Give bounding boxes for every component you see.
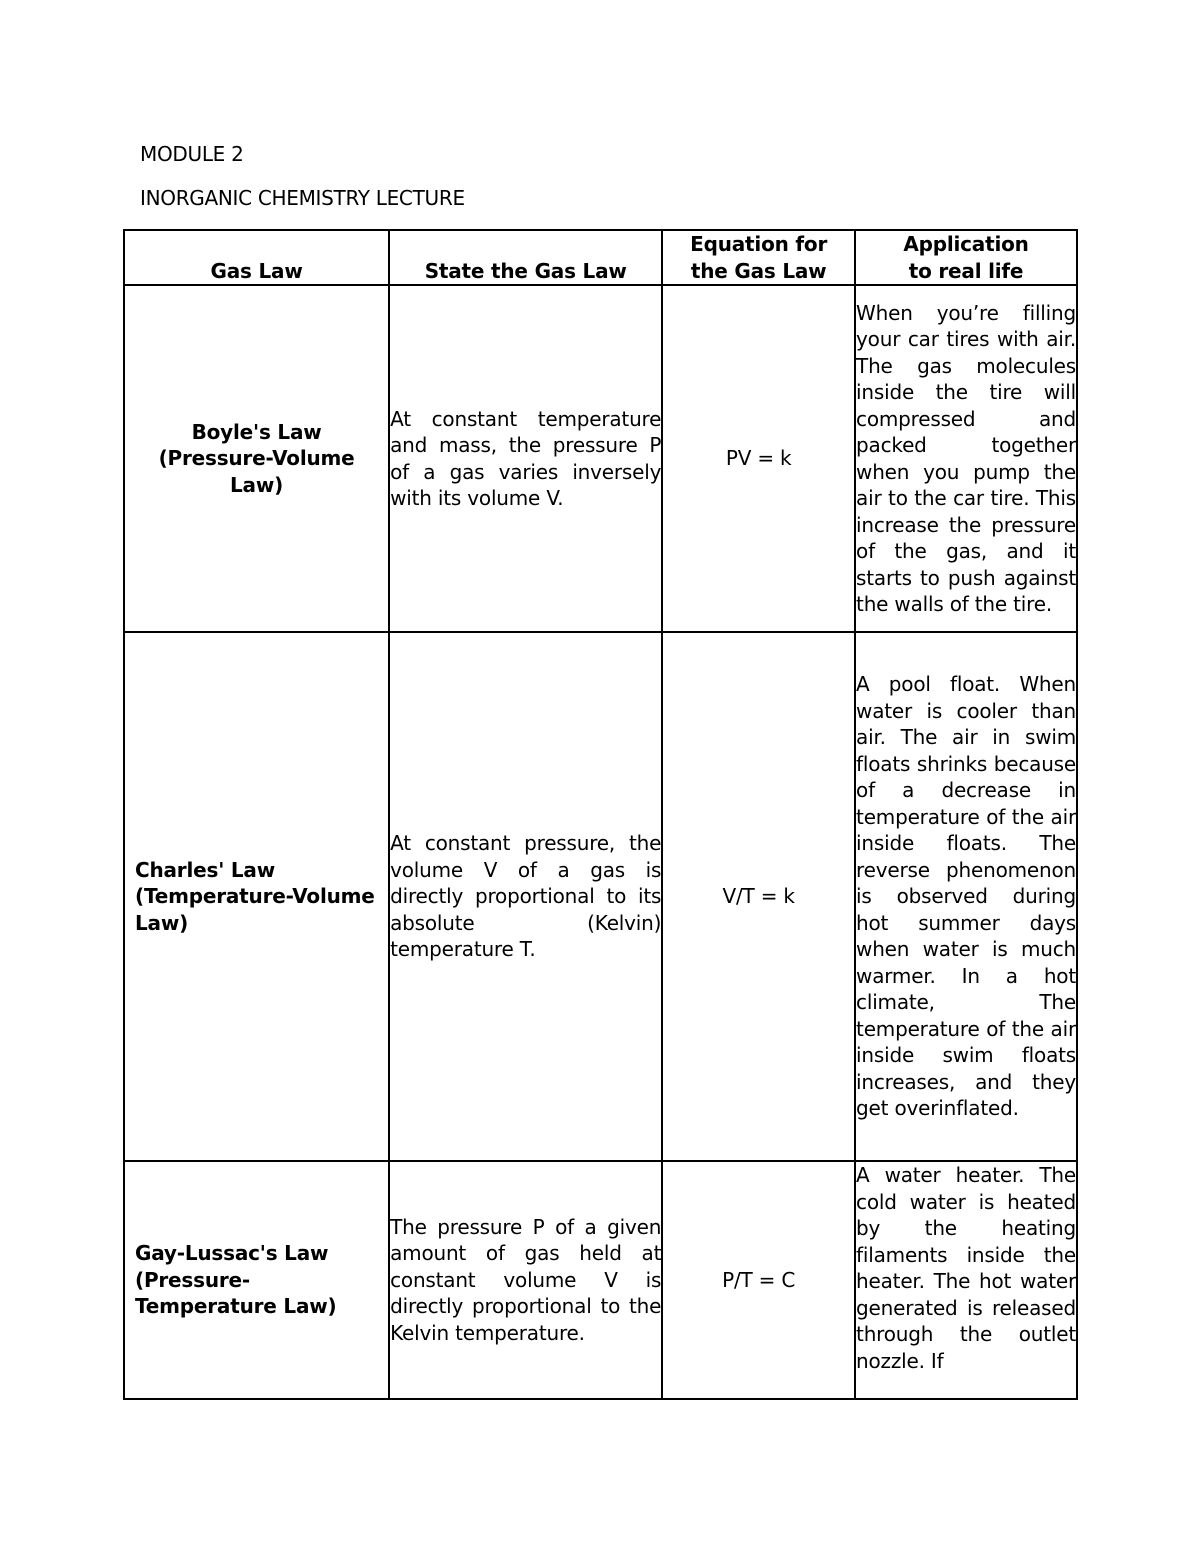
gas-law-name: Boyle's Law xyxy=(191,419,322,444)
gas-law-application: When you’re filling your car tires with air. The gas molecules inside the tire will compressed and packed together when you pump the air to the car tire. This increase the pressure of the gas, and it starts to push against the walls of the tire. xyxy=(855,285,1077,632)
module-heading: MODULE 2 xyxy=(140,142,244,166)
table-row xyxy=(124,1161,1077,1399)
column-header-application-label: Application to real life xyxy=(903,232,1029,283)
table-header-row xyxy=(124,230,1077,285)
column-header-state: State the Gas Law xyxy=(389,230,662,285)
gas-law-subtitle: (Pressure-Temperature Law) xyxy=(135,1267,337,1319)
gas-law-application: A water heater. The cold water is heated by the heating filaments inside the heater. The hot water generated is released through the outlet nozzle. If xyxy=(856,1163,1076,1373)
gas-law-name-cell xyxy=(124,1161,389,1399)
gas-law-subtitle: (Pressure-Volume Law) xyxy=(158,446,355,497)
gas-law-name-cell xyxy=(124,285,389,632)
gas-law-equation: PV = k xyxy=(662,285,855,632)
gas-law-application: A pool float. When water is cooler than air. The air in swim floats shrinks because of a decrease in temperature of the air inside floats. The reverse phenomenon is observed during hot summer days when water is much warmer. In a hot climate, The temperature of the air inside swim floats increases, and they get overinflated. xyxy=(855,632,1077,1161)
gas-law-statement: At constant pressure, the volume V of a gas is directly proportional to its absolute (Kelvin) temperature T. xyxy=(389,632,662,1161)
table-row xyxy=(124,285,1077,632)
column-header-equation xyxy=(662,230,855,285)
gas-law-equation: P/T = C xyxy=(662,1161,855,1399)
column-header-gas-law: Gas Law xyxy=(124,230,389,285)
gas-law-statement: The pressure P of a given amount of gas held at constant volume V is directly proportional to the Kelvin temperature. xyxy=(389,1161,662,1399)
gas-law-name-cell xyxy=(124,632,389,1161)
table-row xyxy=(124,632,1077,1161)
gas-law-application-cell xyxy=(855,1161,1077,1399)
course-heading: INORGANIC CHEMISTRY LECTURE xyxy=(140,186,465,210)
column-header-equation-label: Equation for the Gas Law xyxy=(690,232,828,283)
gas-law-statement: At constant temperature and mass, the pressure P of a gas varies inversely with its volume V. xyxy=(389,285,662,632)
gas-law-name: Gay-Lussac's Law xyxy=(135,1241,329,1266)
gas-law-subtitle: (Temperature-Volume Law) xyxy=(135,884,375,935)
gas-law-name: Charles' Law xyxy=(135,857,276,882)
gas-laws-table xyxy=(123,229,1078,1400)
column-header-application xyxy=(855,230,1077,285)
gas-law-equation: V/T = k xyxy=(662,632,855,1161)
